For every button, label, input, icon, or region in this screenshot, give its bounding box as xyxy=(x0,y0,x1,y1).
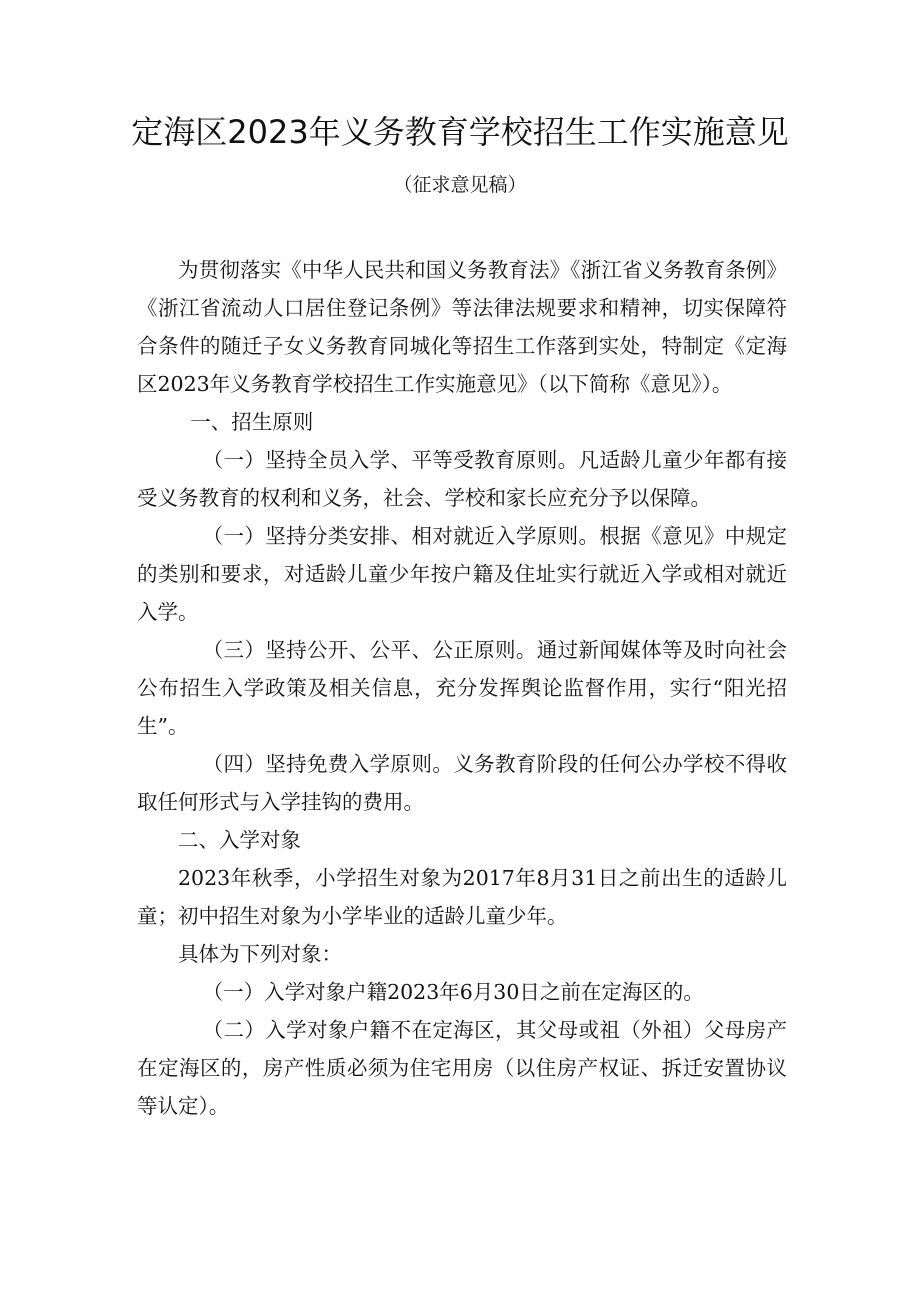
principle-paragraph-1: （一）坚持全员入学、平等受教育原则。凡适龄儿童少年都有接受义务教育的权利和义务，社会、学校和家长应充分予以保障。 xyxy=(137,448,787,510)
section-heading-enrollment: 二、入学对象 xyxy=(178,828,301,852)
section-heading-principles: 一、招生原则 xyxy=(190,410,314,434)
document-title: 定海区2023年义务教育学校招生工作实施意见 xyxy=(131,113,789,151)
document-subtitle: （征求意见稿） xyxy=(393,174,527,196)
document-body xyxy=(137,251,787,1125)
enrollment-paragraph: 2023年秋季，小学招生对象为2017年8月31日之前出生的适龄儿童；初中招生对象为小学毕业的适龄儿童少年。 xyxy=(137,866,787,928)
intro-paragraph: 为贯彻落实《中华人民共和国义务教育法》《浙江省义务教育条例》《浙江省流动人口居住登记条例》等法律法规要求和精神，切实保障符合条件的随迁子女义务教育同城化等招生工作落到实处，特制定《定海区2023年义务教育学校招生工作实施意见》（以下简称《意见》）。 xyxy=(137,258,787,396)
principle-paragraph-2: （一）坚持分类安排、相对就近入学原则。根据《意见》中规定的类别和要求，对适龄儿童少年按户籍及住址实行就近入学或相对就近入学。 xyxy=(137,524,787,624)
principle-paragraph-4: （四）坚持免费入学原则。义务教育阶段的任何公办学校不得收取任何形式与入学挂钩的费用。 xyxy=(137,752,787,814)
enrollment-list-intro: 具体为下列对象： xyxy=(178,942,342,966)
enrollment-item-2: （二）入学对象户籍不在定海区，其父母或祖（外祖）父母房产在定海区的，房产性质必须为住宅用房（以住房产权证、拆迁安置协议等认定）。 xyxy=(137,1018,787,1118)
principle-paragraph-3: （三）坚持公开、公平、公正原则。通过新闻媒体等及时向社会公布招生入学政策及相关信息，充分发挥舆论监督作用，实行“阳光招生”。 xyxy=(137,638,787,738)
enrollment-item-1: （一）入学对象户籍2023年6月30日之前在定海区的。 xyxy=(202,980,704,1004)
